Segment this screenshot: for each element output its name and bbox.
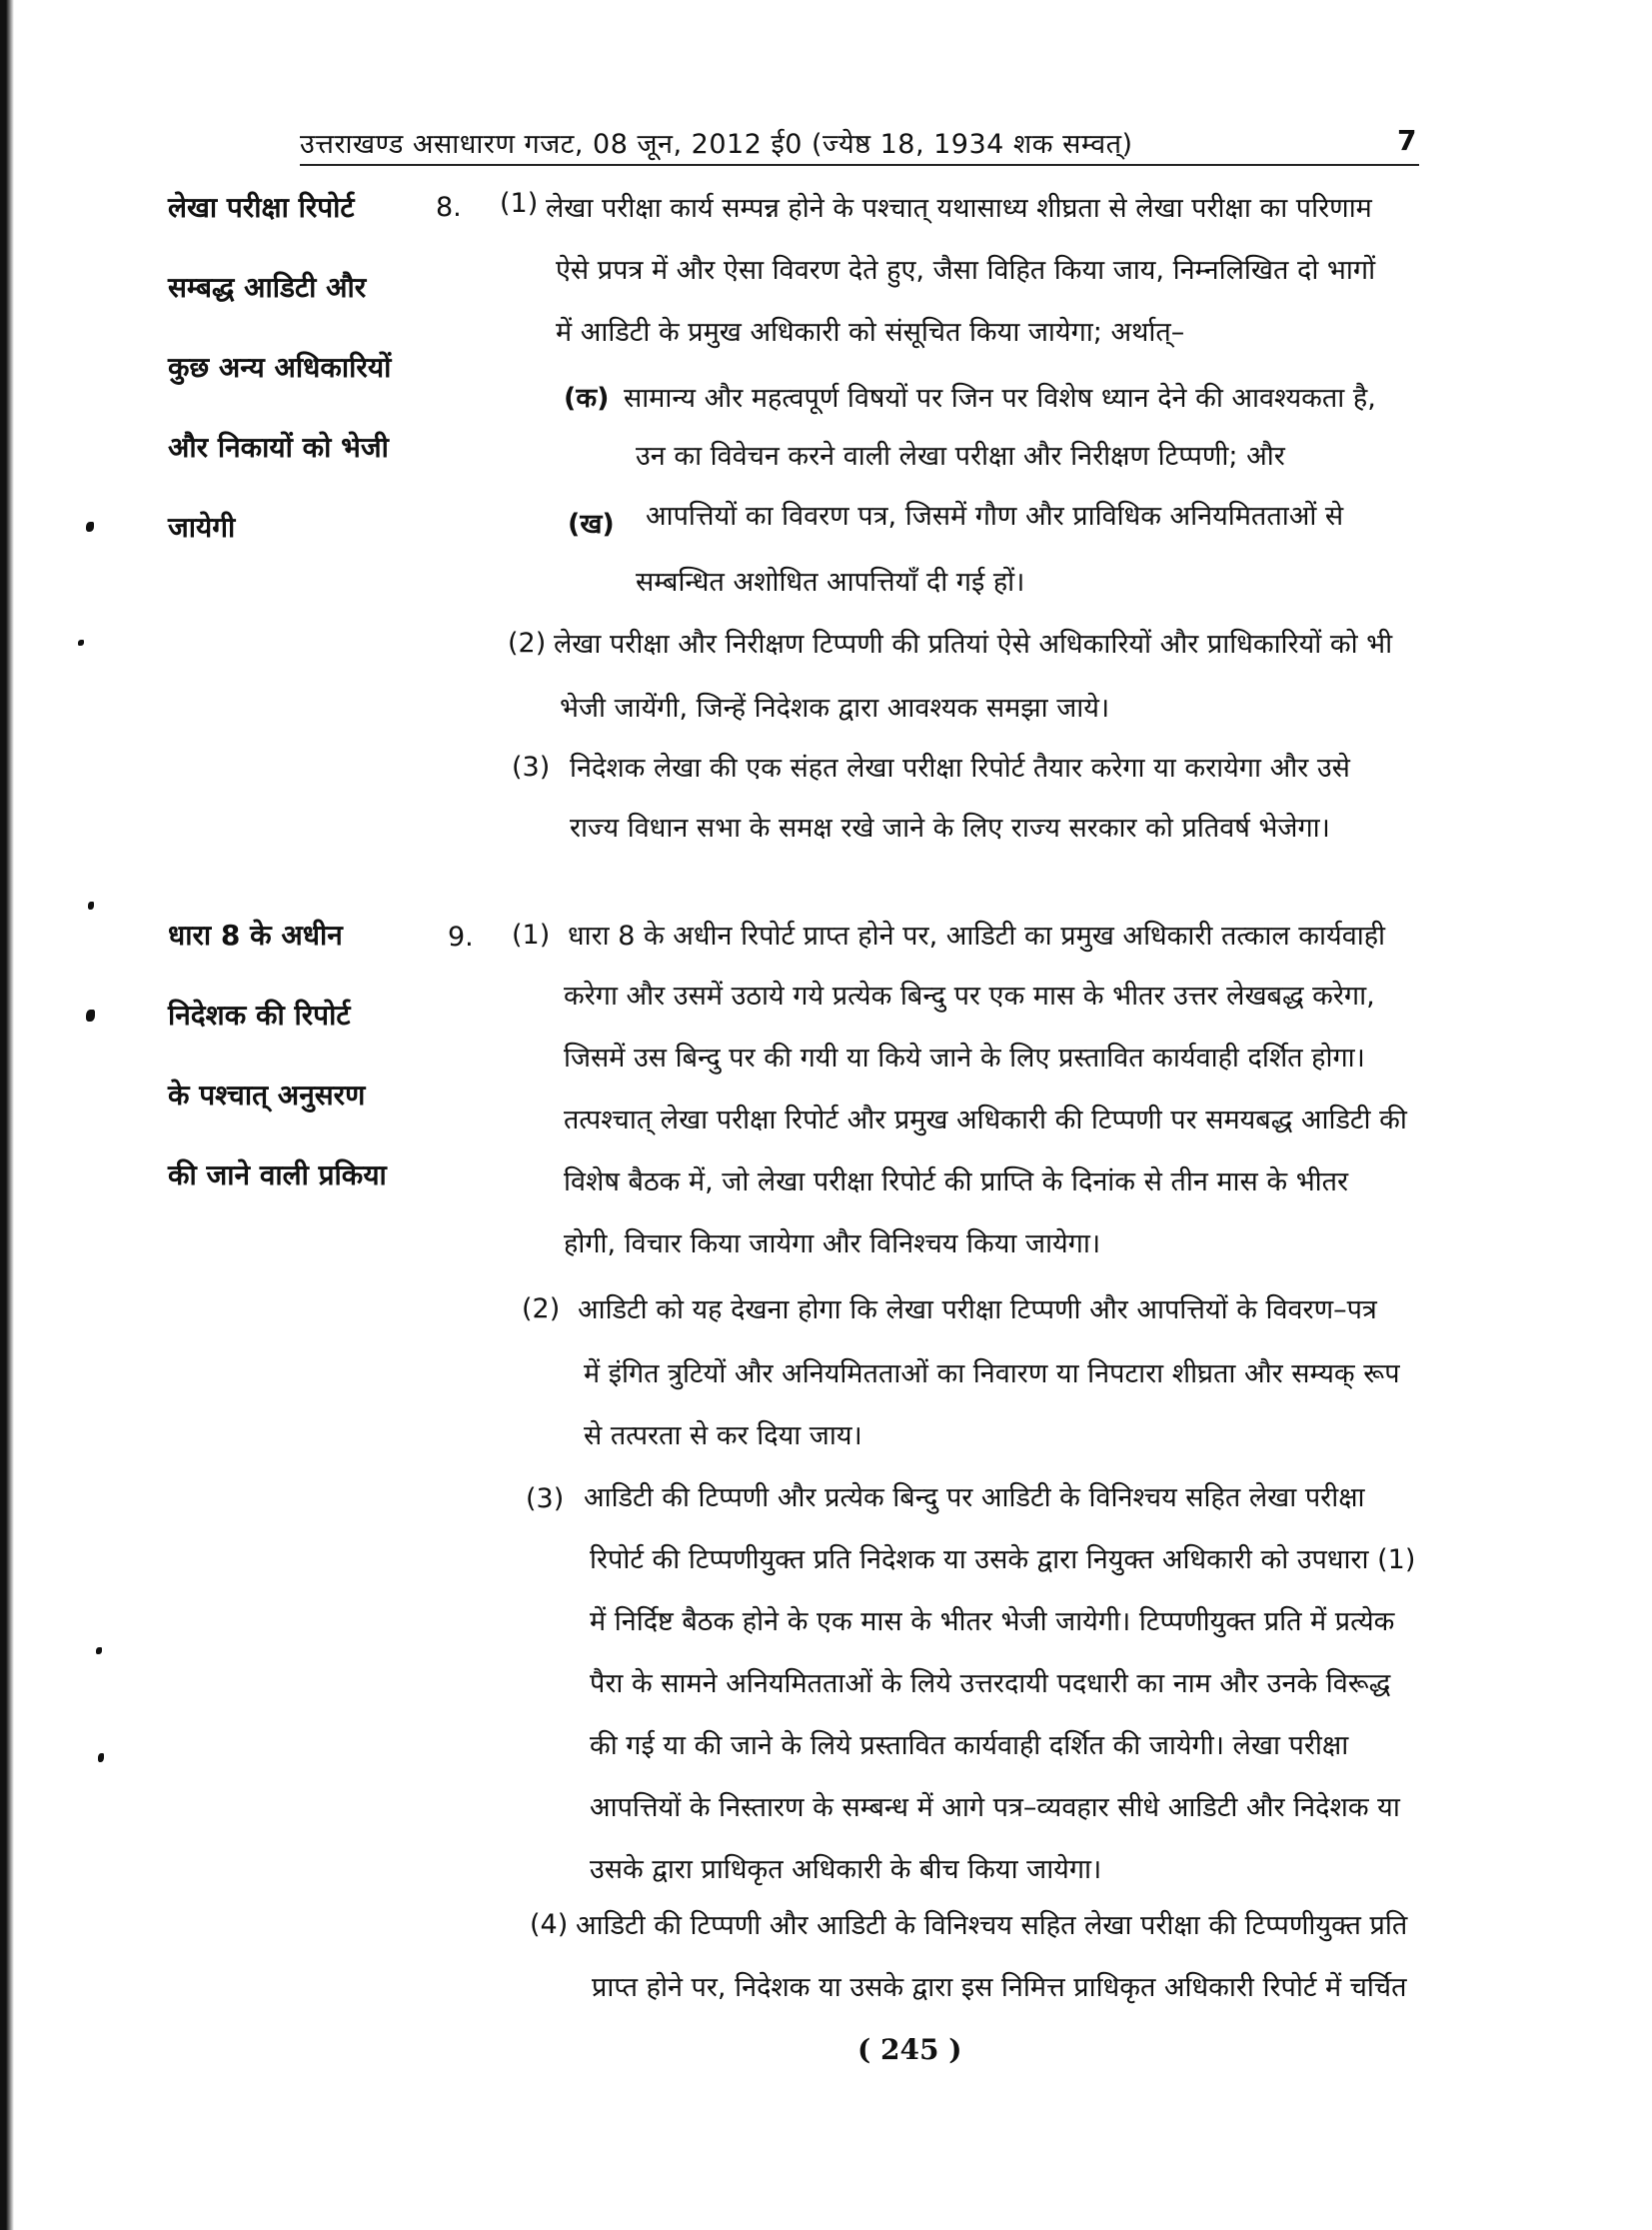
section-9-number: 9. (448, 922, 474, 953)
side-heading-line: के पश्चात् अनुसरण (168, 1079, 366, 1112)
paragraph-line: में आडिटी के प्रमुख अधिकारी को संसूचित किया जायेगा; अर्थात्– (556, 317, 1185, 348)
scan-speck (98, 1753, 104, 1762)
side-heading-line: सम्बद्ध आडिटी और (168, 271, 367, 304)
header-rule (300, 164, 1419, 166)
clause-label: (ख) (568, 509, 615, 540)
clause-line: उन का विवेचन करने वाली लेखा परीक्षा और निरीक्षण टिप्पणी; और (636, 441, 1285, 472)
gazette-header (0, 118, 1652, 168)
paragraph-line: होगी, विचार किया जायेगा और विनिश्चय किया जायेगा। (564, 1228, 1101, 1259)
paragraph-line: राज्य विधान सभा के समक्ष रखे जाने के लिए राज्य सरकार को प्रतिवर्ष भेजेगा। (570, 813, 1330, 844)
paragraph-line: करेगा और उसमें उठाये गये प्रत्येक बिन्दु पर एक मास के भीतर उत्तर लेखबद्ध करेगा, (564, 981, 1375, 1012)
side-heading-line: निदेशक की रिपोर्ट (168, 999, 351, 1032)
scan-speck (78, 640, 84, 646)
paragraph-line: में निर्दिष्ट बैठक होने के एक मास के भीतर भेजी जायेगी। टिप्पणीयुक्त प्रति में प्रत्येक (590, 1606, 1395, 1637)
clause-line: सामान्य और महत्वपूर्ण विषयों पर जिन पर विशेष ध्यान देने की आवश्यकता है, (624, 383, 1376, 414)
header-page-number: 7 (1397, 124, 1417, 157)
paragraph-number: (2) (508, 628, 547, 659)
clause-line: सम्बन्धित अशोधित आपत्तियाँ दी गई हों। (636, 567, 1025, 598)
footer-page-label: ( 245 ) (857, 2033, 962, 2066)
section-8-side-heading (168, 168, 391, 568)
paragraph-line: लेखा परीक्षा और निरीक्षण टिप्पणी की प्रतियां ऐसे अधिकारियों और प्राधिकारियों को भी (554, 629, 1393, 660)
section-9-side-heading (168, 896, 387, 1215)
side-heading-line: लेखा परीक्षा रिपोर्ट (168, 191, 355, 224)
paragraph-number: (1) (500, 188, 539, 219)
clause-line: आपत्तियों का विवरण पत्र, जिसमें गौण और प्राविधिक अनियमितताओं से (646, 501, 1344, 532)
paragraph-line: प्राप्त होने पर, निदेशक या उसके द्वारा इस निमित्त प्राधिकृत अधिकारी रिपोर्ट में चर्चित (592, 1972, 1407, 2003)
scan-left-border (0, 0, 14, 2230)
scan-speck (86, 1010, 95, 1022)
paragraph-number: (3) (512, 752, 551, 783)
side-heading-line: कुछ अन्य अधिकारियों (168, 351, 392, 384)
paragraph-line: की गई या की जाने के लिये प्रस्तावित कार्यवाही दर्शित की जायेगी। लेखा परीक्षा (590, 1730, 1349, 1761)
side-heading-line: धारा 8 के अधीन (168, 919, 343, 952)
paragraph-line: आडिटी की टिप्पणी और प्रत्येक बिन्दु पर आडिटी के विनिश्चय सहित लेखा परीक्षा (584, 1482, 1365, 1513)
paragraph-line: में इंगित त्रुटियों और अनियमितताओं का निवारण या निपटारा शीघ्रता और सम्यक् रूप (584, 1358, 1400, 1389)
paragraph-line: रिपोर्ट की टिप्पणीयुक्त प्रति निदेशक या उसके द्वारा नियुक्त अधिकारी को उपधारा (1) (590, 1544, 1416, 1575)
paragraph-line: धारा 8 के अधीन रिपोर्ट प्राप्त होने पर, आडिटी का प्रमुख अधिकारी तत्काल कार्यवाही (568, 921, 1386, 952)
paragraph-line: निदेशक लेखा की एक संहत लेखा परीक्षा रिपोर्ट तैयार करेगा या करायेगा और उसे (570, 753, 1350, 784)
paragraph-number: (4) (530, 1909, 569, 1940)
paragraph-number: (2) (522, 1293, 561, 1324)
section-8-number: 8. (436, 192, 462, 223)
side-heading-line: की जाने वाली प्रकिया (168, 1158, 387, 1191)
paragraph-line: ऐसे प्रपत्र में और ऐसा विवरण देते हुए, जैसा विहित किया जाय, निम्नलिखित दो भागों (556, 255, 1376, 286)
paragraph-line: तत्पश्चात् लेखा परीक्षा रिपोर्ट और प्रमुख अधिकारी की टिप्पणी पर समयबद्ध आडिटी की (564, 1105, 1407, 1135)
paragraph-number: (1) (512, 920, 551, 951)
paragraph-line: आपत्तियों के निस्तारण के सम्बन्ध में आगे पत्र–व्यवहार सीधे आडिटी और निदेशक या (590, 1792, 1400, 1823)
side-heading-line: और निकायों को भेजी (168, 431, 389, 464)
side-heading-line: जायेगी (168, 511, 236, 544)
paragraph-line: विशेष बैठक में, जो लेखा परीक्षा रिपोर्ट की प्राप्ति के दिनांक से तीन मास के भीतर (564, 1166, 1349, 1197)
paragraph-line: पैरा के सामने अनियमितताओं के लिये उत्तरदायी पदधारी का नाम और उनके विरूद्ध (590, 1668, 1391, 1699)
paragraph-line: उसके द्वारा प्राधिकृत अधिकारी के बीच किया जायेगा। (590, 1854, 1102, 1885)
header-title: उत्तराखण्ड असाधारण गजट, 08 जून, 2012 ई0 (ज्येष्ठ 18, 1934 शक सम्वत्) (300, 129, 1133, 160)
paragraph-number: (3) (526, 1483, 565, 1514)
scan-speck (88, 902, 94, 910)
paragraph-line: आडिटी की टिप्पणी और आडिटी के विनिश्चय सहित लेखा परीक्षा की टिप्पणीयुक्त प्रति (576, 1910, 1408, 1941)
scan-speck (96, 1647, 102, 1654)
paragraph-line: आडिटी को यह देखना होगा कि लेखा परीक्षा टिप्पणी और आपत्तियों के विवरण–पत्र (578, 1294, 1377, 1325)
clause-label: (क) (564, 383, 610, 414)
paragraph-line: भेजी जायेंगी, जिन्हें निदेशक द्वारा आवश्यक समझा जाये। (560, 693, 1110, 724)
paragraph-line: से तत्परता से कर दिया जाय। (584, 1420, 862, 1451)
paragraph-line: लेखा परीक्षा कार्य सम्पन्न होने के पश्चात् यथासाध्य शीघ्रता से लेखा परीक्षा का परिणाम (546, 193, 1372, 224)
scan-speck (86, 522, 94, 532)
paragraph-line: जिसमें उस बिन्दु पर की गयी या किये जाने के लिए प्रस्तावित कार्यवाही दर्शित होगा। (564, 1043, 1365, 1074)
